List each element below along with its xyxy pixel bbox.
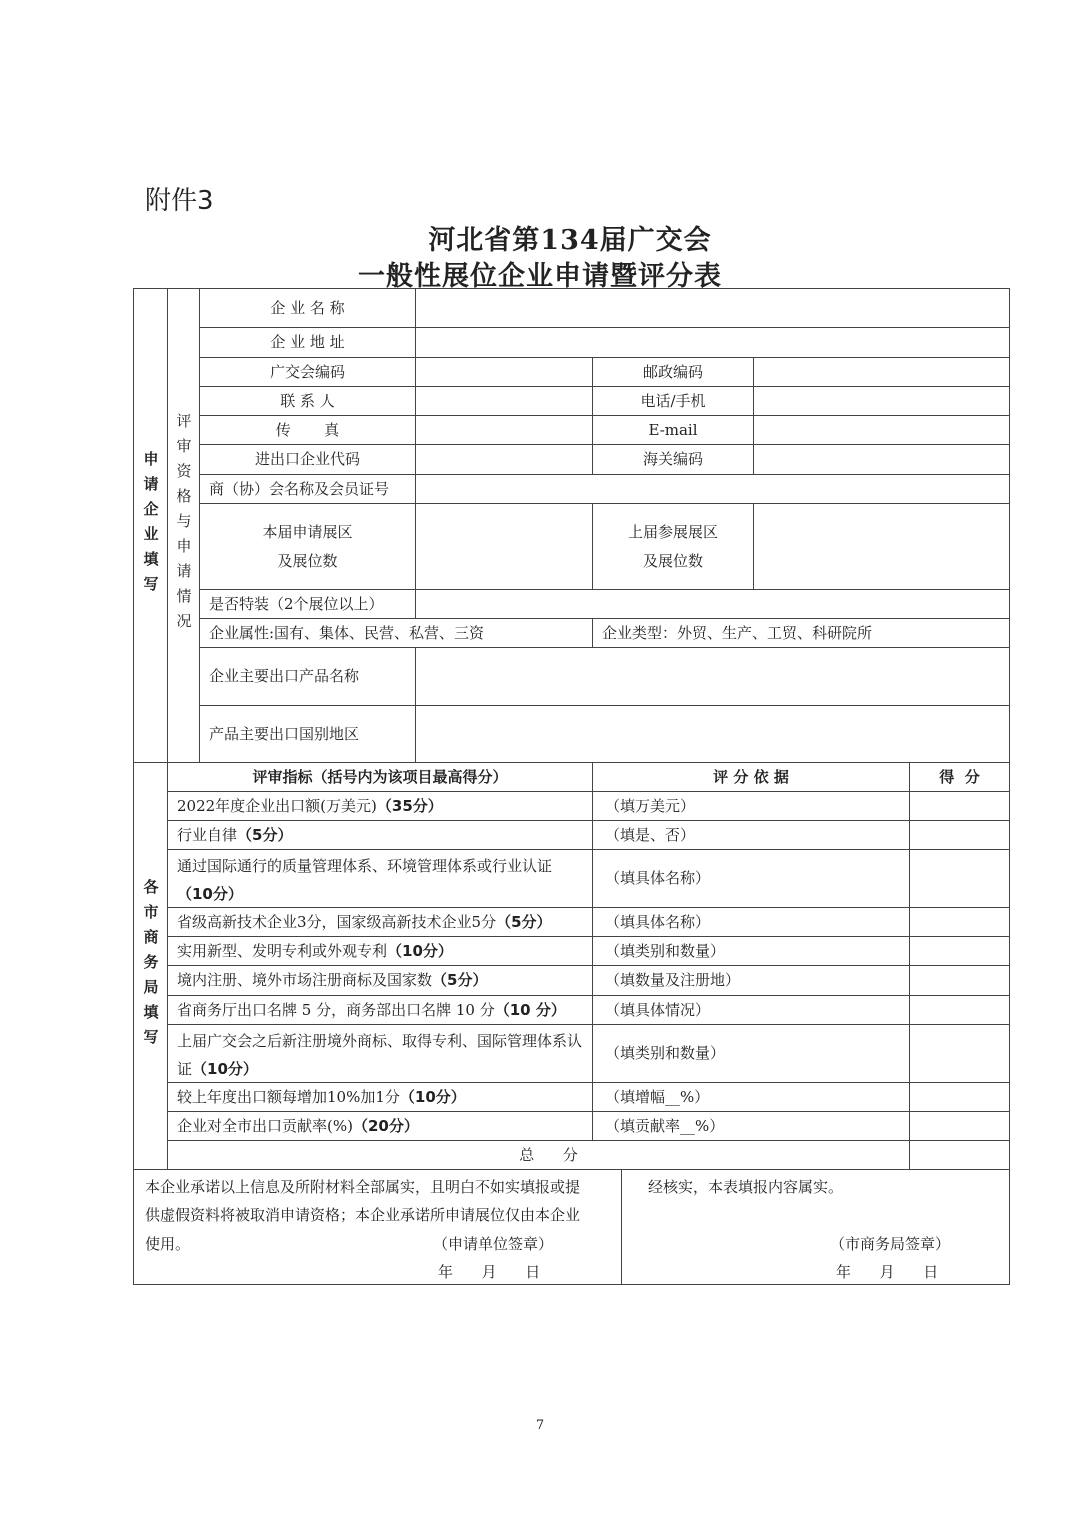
- header-basis: 评 分 依 据: [592, 762, 910, 792]
- attachment-label: 附件3: [145, 186, 214, 216]
- type-field[interactable]: 企业类型：外贸、生产、工贸、科研院所: [592, 618, 1010, 648]
- applicant-seal: （申请单位签章）: [433, 1235, 554, 1253]
- score-basis[interactable]: （填类别和数量）: [592, 936, 910, 966]
- indicator-text: 行业自律: [177, 825, 238, 844]
- indicator-max-points: （5分）: [432, 971, 488, 989]
- score-field[interactable]: [909, 1082, 1010, 1112]
- attribute-field[interactable]: 企业属性:国有、集体、民营、私营、三资: [199, 618, 593, 648]
- indicator-max-points: （5分）: [237, 825, 293, 844]
- header-score: 得 分: [909, 762, 1010, 792]
- score-basis[interactable]: （填增幅__%）: [592, 1082, 910, 1112]
- special-field[interactable]: [415, 589, 1010, 619]
- score-indicator: [167, 995, 593, 1025]
- indicator-max-points: （10分）: [192, 1060, 258, 1078]
- ie-code-field[interactable]: [415, 444, 593, 475]
- chamber-label: 商（协）会名称及会员证号: [199, 474, 416, 504]
- indicator-max-points: （10分）: [177, 885, 243, 903]
- fax-label: 传 真: [199, 415, 416, 445]
- applicant-date: 年 月 日: [438, 1263, 541, 1281]
- score-field[interactable]: [909, 791, 1010, 821]
- score-basis[interactable]: （填贡献率__%）: [592, 1111, 910, 1141]
- score-basis[interactable]: （填万美元）: [592, 791, 910, 821]
- score-basis[interactable]: （填数量及注册地）: [592, 965, 910, 996]
- page-number: 7: [535, 1418, 545, 1433]
- booth-current-line1: 本届申请展区: [262, 522, 353, 541]
- contact-label: 联 系 人: [199, 386, 416, 416]
- booth-last-field[interactable]: [753, 503, 1010, 590]
- postal-code-field[interactable]: [753, 357, 1010, 387]
- ie-code-label: 进出口企业代码: [199, 444, 416, 475]
- booth-last-label: [592, 503, 754, 590]
- total-label: 总 分: [167, 1140, 910, 1170]
- header-indicator: 评审指标（括号内为该项目最高得分）: [167, 762, 593, 792]
- page-title: 河北省第134届广交会: [428, 225, 712, 256]
- indicator-text: 2022年度企业出口额(万美元): [177, 796, 377, 815]
- bureau-date: 年 月 日: [836, 1263, 939, 1281]
- score-basis[interactable]: （填类别和数量）: [592, 1024, 910, 1083]
- indicator-text: 较上年度出口额每增加10%加1分: [177, 1087, 400, 1106]
- phone-field[interactable]: [753, 386, 1010, 416]
- indicator-max-points: （20分）: [352, 1116, 419, 1135]
- score-basis[interactable]: （填具体名称）: [592, 907, 910, 937]
- score-indicator: [167, 1024, 593, 1083]
- section-enterprise-text: 申请企业填写: [141, 450, 160, 601]
- booth-last-line2: 及展位数: [642, 551, 703, 570]
- indicator-text: 实用新型、发明专利或外观专利: [177, 941, 388, 960]
- fair-code-field[interactable]: [415, 357, 593, 387]
- indicator-max-points: （10分）: [387, 941, 453, 960]
- page-subtitle: 一般性展位企业申请暨评分表: [358, 261, 722, 292]
- bureau-seal: （市商务局签章）: [830, 1235, 951, 1253]
- customs-code-field[interactable]: [753, 444, 1010, 475]
- pledge-line1: 本企业承诺以上信息及所附材料全部属实，且明白不如实填报或提: [145, 1178, 581, 1196]
- indicator-text: 省商务厅出口名牌 5 分，商务部出口名牌 10 分: [177, 1000, 495, 1019]
- booth-current-label: [199, 503, 416, 590]
- score-indicator: [167, 1111, 593, 1141]
- score-basis[interactable]: （填具体名称）: [592, 849, 910, 908]
- total-score-field[interactable]: [909, 1140, 1010, 1170]
- score-field[interactable]: [909, 995, 1010, 1025]
- score-field[interactable]: [909, 907, 1010, 937]
- company-address-field[interactable]: [415, 327, 1010, 358]
- indicator-max-points: （10 分）: [494, 1000, 566, 1019]
- score-field[interactable]: [909, 965, 1010, 996]
- section-enterprise-label: [133, 288, 168, 763]
- products-label: 企业主要出口产品名称: [199, 647, 416, 706]
- booth-last-line1: 上届参展展区: [627, 522, 718, 541]
- indicator-text: 上届广交会之后新注册境外商标、取得专利、国际管理体系认证: [177, 1032, 583, 1078]
- special-label: 是否特装（2个展位以上）: [199, 589, 416, 619]
- score-indicator: [167, 1082, 593, 1112]
- pledge-line3: 使用。: [145, 1235, 191, 1253]
- section-review-label: [167, 288, 200, 763]
- indicator-text: 通过国际通行的质量管理体系、环境管理体系或行业认证: [177, 857, 553, 875]
- indicator-text: 省级高新技术企业3分，国家级高新技术企业5分: [177, 912, 497, 931]
- postal-code-label: 邮政编码: [592, 357, 754, 387]
- email-field[interactable]: [753, 415, 1010, 445]
- phone-label: 电话/手机: [592, 386, 754, 416]
- score-indicator: [167, 965, 593, 996]
- score-basis[interactable]: （填是、否）: [592, 820, 910, 850]
- section-city-text: 各市商务局填写: [141, 878, 160, 1054]
- score-field[interactable]: [909, 936, 1010, 966]
- score-indicator: [167, 907, 593, 937]
- contact-field[interactable]: [415, 386, 593, 416]
- regions-field[interactable]: [415, 705, 1010, 763]
- company-name-field[interactable]: [415, 288, 1010, 328]
- score-field[interactable]: [909, 820, 1010, 850]
- company-address-label: 企 业 地 址: [199, 327, 416, 358]
- score-field[interactable]: [909, 1024, 1010, 1083]
- score-indicator: [167, 936, 593, 966]
- booth-current-field[interactable]: [415, 503, 593, 590]
- score-field[interactable]: [909, 849, 1010, 908]
- section-city-label: [133, 762, 168, 1170]
- pledge-line2: 供虚假资料将被取消申请资格；本企业承诺所申请展位仅由本企业: [145, 1206, 581, 1224]
- regions-label: 产品主要出口国别地区: [199, 705, 416, 763]
- indicator-max-points: （5分）: [496, 912, 552, 931]
- score-field[interactable]: [909, 1111, 1010, 1141]
- indicator-max-points: （35分）: [376, 796, 443, 815]
- indicator-text: 企业对全市出口贡献率(%): [177, 1116, 353, 1135]
- chamber-field[interactable]: [415, 474, 1010, 504]
- company-name-label: 企 业 名 称: [199, 288, 416, 328]
- score-indicator: [167, 791, 593, 821]
- indicator-max-points: （10分）: [399, 1087, 466, 1106]
- score-basis[interactable]: （填具体情况）: [592, 995, 910, 1025]
- verified-text: 经核实，本表填报内容属实。: [648, 1178, 844, 1196]
- indicator-text: 境内注册、境外市场注册商标及国家数: [177, 971, 433, 989]
- booth-current-line2: 及展位数: [277, 551, 338, 570]
- section-review-text: 评审资格与申请情况: [174, 413, 193, 638]
- email-label: E-mail: [592, 415, 754, 445]
- customs-code-label: 海关编码: [592, 444, 754, 475]
- score-indicator: [167, 820, 593, 850]
- products-field[interactable]: [415, 647, 1010, 706]
- fax-field[interactable]: [415, 415, 593, 445]
- score-indicator: [167, 849, 593, 908]
- fair-code-label: 广交会编码: [199, 357, 416, 387]
